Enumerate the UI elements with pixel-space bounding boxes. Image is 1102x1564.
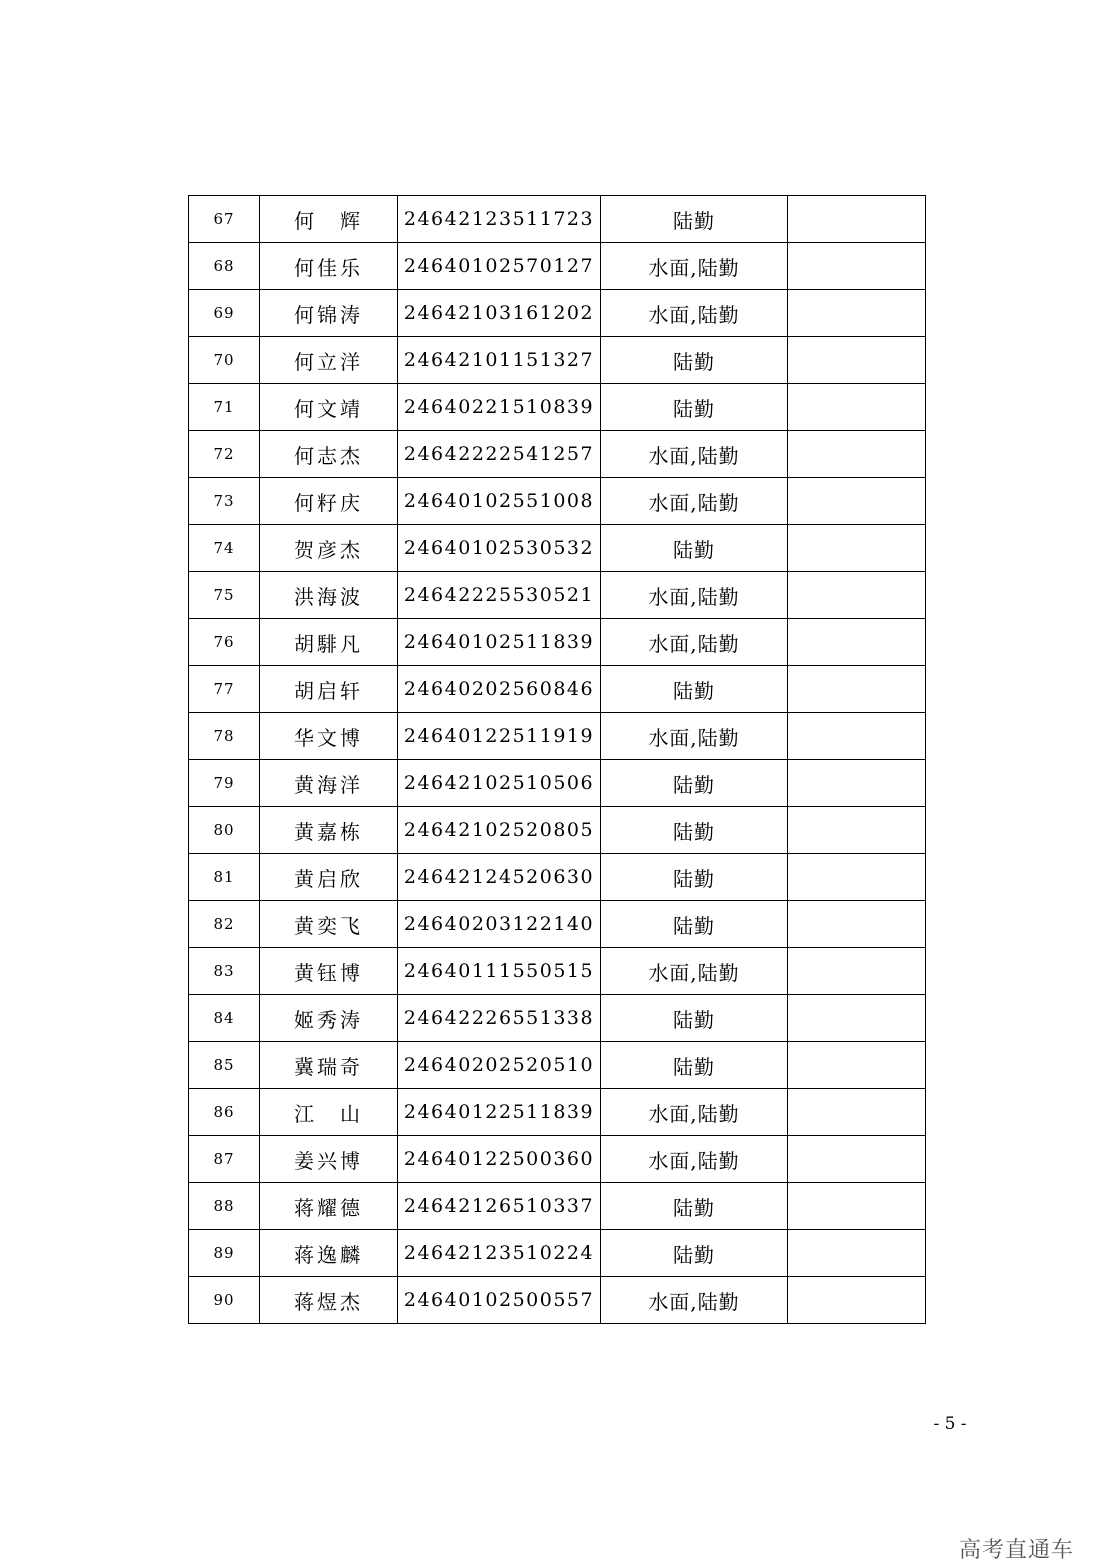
category-cell: 陆勤: [601, 337, 788, 384]
remark-cell: [788, 760, 926, 807]
exam-id-cell: 24640111550515: [398, 948, 601, 995]
row-number-cell: 82: [189, 901, 260, 948]
exam-id-cell: 24640221510839: [398, 384, 601, 431]
exam-id-cell: 24642103161202: [398, 290, 601, 337]
category-cell: 水面,陆勤: [601, 1089, 788, 1136]
page-number: - 5 -: [933, 1414, 967, 1434]
category-cell: 陆勤: [601, 525, 788, 572]
name-cell: 洪海波: [260, 572, 398, 619]
category-cell: 陆勤: [601, 995, 788, 1042]
remark-cell: [788, 572, 926, 619]
row-number-cell: 88: [189, 1183, 260, 1230]
category-cell: 陆勤: [601, 666, 788, 713]
name-cell: 冀瑞奇: [260, 1042, 398, 1089]
exam-id-cell: 24642102510506: [398, 760, 601, 807]
row-number-cell: 79: [189, 760, 260, 807]
name-cell: 何 辉: [260, 196, 398, 243]
name-cell: 何籽庆: [260, 478, 398, 525]
table-row: [189, 431, 926, 478]
category-cell: 水面,陆勤: [601, 572, 788, 619]
exam-id-cell: 24640102530532: [398, 525, 601, 572]
name-cell: 华文博: [260, 713, 398, 760]
category-cell: 水面,陆勤: [601, 1136, 788, 1183]
row-number-cell: 85: [189, 1042, 260, 1089]
name-cell: 胡启轩: [260, 666, 398, 713]
remark-cell: [788, 243, 926, 290]
name-cell: 黄奕飞: [260, 901, 398, 948]
category-cell: 陆勤: [601, 807, 788, 854]
exam-id-cell: 24640102500557: [398, 1277, 601, 1324]
category-cell: 陆勤: [601, 901, 788, 948]
category-cell: 陆勤: [601, 760, 788, 807]
row-number-cell: 69: [189, 290, 260, 337]
exam-id-cell: 24640122500360: [398, 1136, 601, 1183]
watermark-text: 高考直通车: [958, 1538, 1074, 1563]
table-row: [189, 1042, 926, 1089]
name-cell: 蒋耀德: [260, 1183, 398, 1230]
row-number-cell: 86: [189, 1089, 260, 1136]
row-number-cell: 81: [189, 854, 260, 901]
roster-table-body: [189, 196, 926, 1324]
row-number-cell: 73: [189, 478, 260, 525]
table-row: [189, 243, 926, 290]
remark-cell: [788, 525, 926, 572]
remark-cell: [788, 713, 926, 760]
row-number-cell: 70: [189, 337, 260, 384]
table-row: [189, 760, 926, 807]
name-cell: 黄嘉栋: [260, 807, 398, 854]
row-number-cell: 76: [189, 619, 260, 666]
table-row: [189, 948, 926, 995]
category-cell: 水面,陆勤: [601, 431, 788, 478]
remark-cell: [788, 995, 926, 1042]
exam-id-cell: 24640102570127: [398, 243, 601, 290]
table-row: [189, 713, 926, 760]
category-cell: 水面,陆勤: [601, 1277, 788, 1324]
table-row: [189, 337, 926, 384]
remark-cell: [788, 196, 926, 243]
name-cell: 何佳乐: [260, 243, 398, 290]
row-number-cell: 90: [189, 1277, 260, 1324]
row-number-cell: 84: [189, 995, 260, 1042]
exam-id-cell: 24642226551338: [398, 995, 601, 1042]
category-cell: 陆勤: [601, 854, 788, 901]
remark-cell: [788, 1277, 926, 1324]
row-number-cell: 77: [189, 666, 260, 713]
exam-id-cell: 24642225530521: [398, 572, 601, 619]
exam-id-cell: 24640122511839: [398, 1089, 601, 1136]
category-cell: 水面,陆勤: [601, 713, 788, 760]
row-number-cell: 75: [189, 572, 260, 619]
category-cell: 水面,陆勤: [601, 478, 788, 525]
category-cell: 水面,陆勤: [601, 290, 788, 337]
name-cell: 黄启欣: [260, 854, 398, 901]
remark-cell: [788, 901, 926, 948]
name-cell: 何锦涛: [260, 290, 398, 337]
table-row: [189, 384, 926, 431]
exam-id-cell: 24640202560846: [398, 666, 601, 713]
name-cell: 黄海洋: [260, 760, 398, 807]
table-row: [189, 807, 926, 854]
table-row: [189, 619, 926, 666]
name-cell: 姜兴博: [260, 1136, 398, 1183]
exam-id-cell: 24640202520510: [398, 1042, 601, 1089]
row-number-cell: 87: [189, 1136, 260, 1183]
row-number-cell: 89: [189, 1230, 260, 1277]
table-row: [189, 525, 926, 572]
table-row: [189, 666, 926, 713]
category-cell: 陆勤: [601, 1183, 788, 1230]
table-row: [189, 196, 926, 243]
name-cell: 何志杰: [260, 431, 398, 478]
row-number-cell: 71: [189, 384, 260, 431]
remark-cell: [788, 1183, 926, 1230]
table-row: [189, 854, 926, 901]
remark-cell: [788, 478, 926, 525]
name-cell: 江 山: [260, 1089, 398, 1136]
table-row: [189, 901, 926, 948]
remark-cell: [788, 1136, 926, 1183]
exam-id-cell: 24640102551008: [398, 478, 601, 525]
remark-cell: [788, 1042, 926, 1089]
name-cell: 胡騑凡: [260, 619, 398, 666]
table-row: [189, 1183, 926, 1230]
remark-cell: [788, 948, 926, 995]
remark-cell: [788, 290, 926, 337]
row-number-cell: 80: [189, 807, 260, 854]
row-number-cell: 67: [189, 196, 260, 243]
remark-cell: [788, 666, 926, 713]
remark-cell: [788, 854, 926, 901]
name-cell: 蒋逸麟: [260, 1230, 398, 1277]
exam-id-cell: 24640203122140: [398, 901, 601, 948]
name-cell: 何立洋: [260, 337, 398, 384]
exam-id-cell: 24642124520630: [398, 854, 601, 901]
table-row: [189, 1230, 926, 1277]
name-cell: 蒋煜杰: [260, 1277, 398, 1324]
table-row: [189, 572, 926, 619]
name-cell: 何文靖: [260, 384, 398, 431]
exam-id-cell: 24642222541257: [398, 431, 601, 478]
name-cell: 黄钰博: [260, 948, 398, 995]
roster-table: [188, 195, 926, 1324]
exam-id-cell: 24640102511839: [398, 619, 601, 666]
row-number-cell: 78: [189, 713, 260, 760]
remark-cell: [788, 431, 926, 478]
table-row: [189, 1136, 926, 1183]
category-cell: 陆勤: [601, 1042, 788, 1089]
row-number-cell: 83: [189, 948, 260, 995]
remark-cell: [788, 807, 926, 854]
exam-id-cell: 24642123511723: [398, 196, 601, 243]
category-cell: 陆勤: [601, 384, 788, 431]
table-row: [189, 478, 926, 525]
category-cell: 陆勤: [601, 1230, 788, 1277]
category-cell: 水面,陆勤: [601, 619, 788, 666]
exam-id-cell: 24640122511919: [398, 713, 601, 760]
exam-id-cell: 24642102520805: [398, 807, 601, 854]
name-cell: 贺彦杰: [260, 525, 398, 572]
table-row: [189, 1089, 926, 1136]
remark-cell: [788, 619, 926, 666]
remark-cell: [788, 384, 926, 431]
row-number-cell: 74: [189, 525, 260, 572]
table-row: [189, 1277, 926, 1324]
remark-cell: [788, 1089, 926, 1136]
exam-id-cell: 24642101151327: [398, 337, 601, 384]
remark-cell: [788, 337, 926, 384]
category-cell: 水面,陆勤: [601, 948, 788, 995]
row-number-cell: 68: [189, 243, 260, 290]
table-row: [189, 290, 926, 337]
exam-id-cell: 24642123510224: [398, 1230, 601, 1277]
row-number-cell: 72: [189, 431, 260, 478]
remark-cell: [788, 1230, 926, 1277]
category-cell: 陆勤: [601, 196, 788, 243]
category-cell: 水面,陆勤: [601, 243, 788, 290]
name-cell: 姬秀涛: [260, 995, 398, 1042]
table-row: [189, 995, 926, 1042]
exam-id-cell: 24642126510337: [398, 1183, 601, 1230]
